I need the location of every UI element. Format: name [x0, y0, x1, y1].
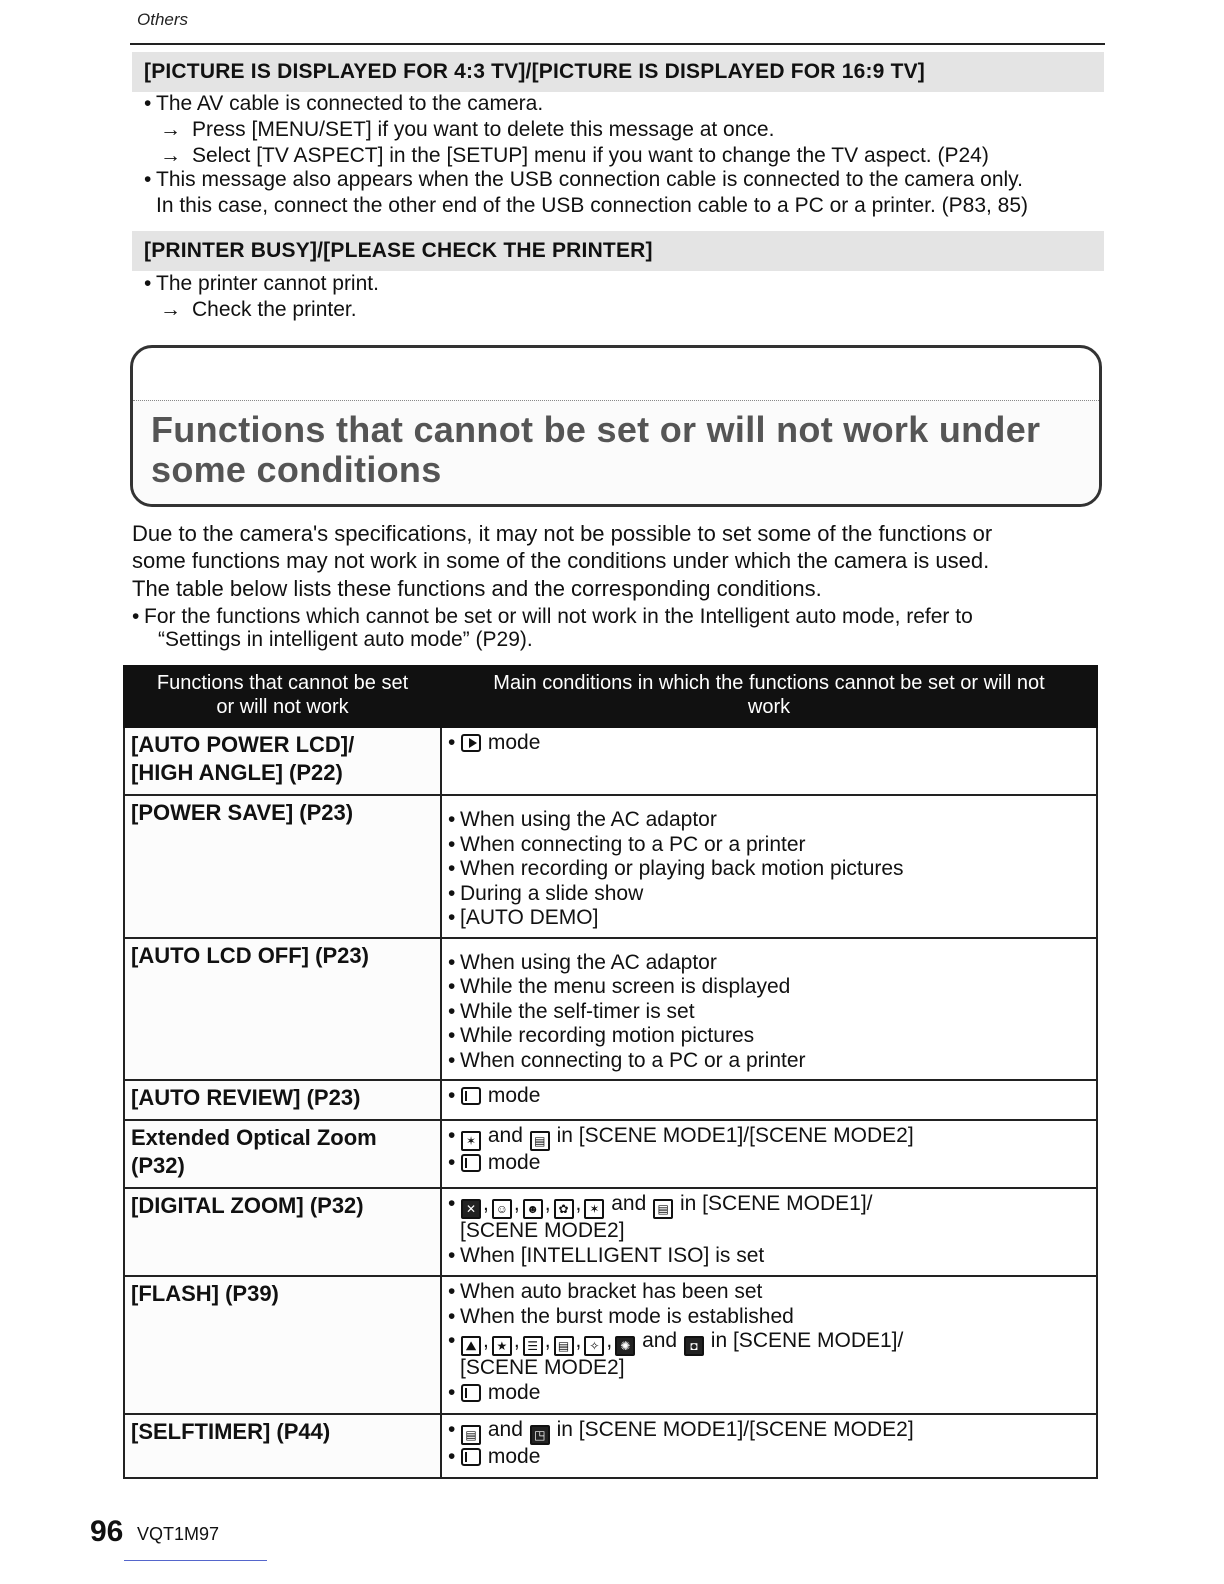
function-name [124, 1120, 441, 1188]
condition-text: mode [487, 1151, 541, 1174]
page-number: 96 [90, 1515, 124, 1548]
table-header-functions-line-2: or will not work [216, 696, 349, 718]
high-sensitivity-scene-icon: ▤ [461, 1425, 481, 1445]
msg1-bullet-1-text: The AV cable is connected to the camera. [156, 92, 544, 115]
function-name-line-1: [AUTO POWER LCD]/ [131, 732, 355, 757]
condition-item: • When auto bracket has been set [448, 1280, 1090, 1305]
table-row [124, 1120, 1097, 1188]
table-row [124, 1414, 1097, 1478]
playback-mode-icon [461, 734, 481, 752]
function-name [124, 727, 441, 795]
section-heading-box [130, 345, 1102, 507]
high-sensitivity-scene-icon: ▤ [653, 1199, 673, 1219]
msg2-arrow-1 [160, 298, 357, 322]
document-code: VQT1M97 [137, 1524, 220, 1544]
condition-item: • [AUTO DEMO] [448, 906, 1090, 931]
function-name: [SELFTIMER] (P44) [124, 1414, 441, 1478]
intro-line-1: Due to the camera's specifications, it may not be possible to set some of the functions or [132, 521, 993, 546]
table-row [124, 1276, 1097, 1414]
table-header-conditions [441, 666, 1097, 727]
party-scene-icon: ✶ [461, 1131, 481, 1151]
condition-item: • While recording motion pictures [448, 1024, 1090, 1049]
pet-scene-icon: ✿ [554, 1199, 574, 1219]
condition-text: mode [487, 1084, 541, 1107]
intro-line-3: The table below lists these functions and the corresponding conditions. [132, 576, 822, 601]
conditions-cell [441, 938, 1097, 1081]
condition-item [448, 1445, 1090, 1470]
sunset-scene-icon: ☰ [523, 1336, 543, 1356]
section-label: Others [137, 10, 189, 29]
message-title-printer-busy: [PRINTER BUSY]/[PLEASE CHECK THE PRINTER] [132, 231, 1104, 271]
motion-picture-mode-icon [461, 1154, 481, 1172]
sports-scene-icon: ✕ [461, 1199, 481, 1219]
condition-text: in [SCENE MODE1]/ [710, 1329, 904, 1352]
functions-table [123, 665, 1098, 1479]
high-sensitivity-scene-icon: ▤ [530, 1131, 550, 1151]
condition-text: in [SCENE MODE1]/ [679, 1192, 873, 1215]
condition-item: • ✕ , ☺ , ☻ , ✿ , ✶ and ▤ in [SCENE MODE1]/ [448, 1192, 1090, 1219]
condition-item: • When connecting to a PC or a printer [448, 1049, 1090, 1074]
intro-note-cont: “Settings in intelligent auto mode” (P29). [158, 628, 533, 651]
arrow-icon: → [160, 144, 181, 167]
section-heading [151, 410, 1040, 490]
msg2-arrow-1-text: Check the printer. [192, 298, 357, 321]
msg1-bullet-1 [144, 92, 543, 116]
starry-sky-scene-icon: ✧ [584, 1336, 604, 1356]
conditions-cell [441, 1188, 1097, 1276]
motion-picture-mode-icon [461, 1087, 481, 1105]
condition-item: • While the self-timer is set [448, 1000, 1090, 1025]
msg1-bullet-2-cont: In this case, connect the other end of the USB connection cable to a PC or a printer. (P83, 85) [156, 194, 1029, 217]
condition-conjunction: and [487, 1418, 523, 1441]
msg1-arrow-1-text: Press [MENU/SET] if you want to delete this message at once. [192, 118, 775, 141]
conditions-cell [441, 727, 1097, 795]
msg1-arrow-1 [160, 118, 774, 142]
table-row [124, 1188, 1097, 1276]
message-title-tv-aspect: [PICTURE IS DISPLAYED FOR 4:3 TV]/[PICTURE IS DISPLAYED FOR 16:9 TV] [132, 52, 1104, 92]
conditions-cell [441, 1276, 1097, 1414]
conditions-cell [441, 1080, 1097, 1120]
condition-item: • When recording or playing back motion pictures [448, 857, 1090, 882]
intro-note [132, 605, 973, 629]
section-heading-line-2: some conditions [151, 449, 442, 490]
table-header-conditions-line-2: work [747, 696, 791, 718]
msg1-bullet-2-text: This message also appears when the USB connection cable is connected to the camera only. [156, 168, 1023, 191]
scenery-scene-icon: ⛰ [461, 1336, 481, 1356]
condition-item [448, 1151, 1090, 1176]
table-row [124, 727, 1097, 795]
party-scene-icon: ✶ [584, 1199, 604, 1219]
condition-item [448, 731, 1090, 756]
condition-item: • When using the AC adaptor [448, 808, 1090, 833]
condition-item [448, 1084, 1090, 1109]
baby1-scene-icon: ☺ [492, 1199, 512, 1219]
table-row [124, 1080, 1097, 1120]
condition-text: in [SCENE MODE1]/[SCENE MODE2] [556, 1124, 914, 1147]
intro-note-text: For the functions which cannot be set or will not work in the Intelligent auto mode, refer to [144, 605, 973, 628]
condition-item: • While the menu screen is displayed [448, 975, 1090, 1000]
fireworks-scene-icon: ✺ [615, 1336, 635, 1356]
msg1-bullet-2 [144, 168, 1023, 192]
condition-item: • When connecting to a PC or a printer [448, 833, 1090, 858]
motion-picture-mode-icon [461, 1448, 481, 1466]
intro-line-2: some functions may not work in some of the conditions under which the camera is used. [132, 548, 990, 573]
condition-item: • When the burst mode is established [448, 1305, 1090, 1330]
table-header-row [124, 666, 1097, 727]
conditions-cell [441, 1414, 1097, 1478]
function-name-line-2: (P32) [131, 1153, 185, 1178]
function-name: [POWER SAVE] (P23) [124, 795, 441, 938]
condition-conjunction: and [487, 1124, 523, 1147]
condition-text: mode [487, 731, 541, 754]
arrow-icon: → [160, 298, 181, 321]
condition-text: in [SCENE MODE1]/[SCENE MODE2] [556, 1418, 914, 1441]
baby2-scene-icon: ☻ [523, 1199, 543, 1219]
header-rule [130, 43, 1105, 45]
motion-picture-mode-icon [461, 1384, 481, 1402]
function-name: [DIGITAL ZOOM] (P32) [124, 1188, 441, 1276]
msg2-bullet-1-text: The printer cannot print. [156, 272, 379, 295]
table-row [124, 795, 1097, 938]
conditions-cell [441, 1120, 1097, 1188]
condition-item: • When [INTELLIGENT ISO] is set [448, 1244, 1090, 1269]
condition-item [448, 1418, 1090, 1445]
function-name: [AUTO REVIEW] (P23) [124, 1080, 441, 1120]
function-name: [AUTO LCD OFF] (P23) [124, 938, 441, 1081]
msg1-arrow-2 [160, 144, 989, 168]
condition-conjunction: and [642, 1329, 678, 1352]
table-header-functions-line-1: Functions that cannot be set [156, 672, 409, 694]
condition-item-cont: [SCENE MODE2] [460, 1219, 625, 1242]
function-name-line-2: [HIGH ANGLE] (P22) [131, 760, 343, 785]
condition-conjunction: and [611, 1192, 647, 1215]
pin-hole-scene-icon: ◳ [530, 1425, 550, 1445]
condition-item: • ⛰ , ★ , ☰ , ▤ , ✧ , ✺ and ◘ in [SCENE MODE1]/ [448, 1329, 1090, 1356]
table-header-functions [124, 666, 441, 727]
function-name: [FLASH] (P39) [124, 1276, 441, 1414]
msg1-arrow-2-text: Select [TV ASPECT] in the [SETUP] menu if you want to change the TV aspect. (P24) [192, 144, 989, 167]
table-row [124, 938, 1097, 1081]
condition-text: mode [487, 1380, 541, 1404]
section-heading-line-1: Functions that cannot be set or will not work under [151, 409, 1041, 450]
night-scenery-scene-icon: ★ [492, 1336, 512, 1356]
aerial-photo-scene-icon: ◘ [684, 1336, 704, 1356]
conditions-cell [441, 795, 1097, 938]
msg2-bullet-1 [144, 272, 379, 296]
condition-item [448, 1381, 1090, 1406]
condition-text: mode [487, 1445, 541, 1468]
high-sensitivity-scene-icon: ▤ [554, 1336, 574, 1356]
condition-item [448, 1124, 1090, 1151]
arrow-icon: → [160, 118, 181, 141]
footer-rule [124, 1560, 267, 1561]
table-header-conditions-line-1: Main conditions in which the functions cannot be set or will not [493, 672, 1045, 694]
condition-item: • During a slide show [448, 882, 1090, 907]
condition-item-cont: [SCENE MODE2] [460, 1356, 625, 1379]
condition-item: • When using the AC adaptor [448, 951, 1090, 976]
function-name-line-1: Extended Optical Zoom [131, 1125, 377, 1150]
